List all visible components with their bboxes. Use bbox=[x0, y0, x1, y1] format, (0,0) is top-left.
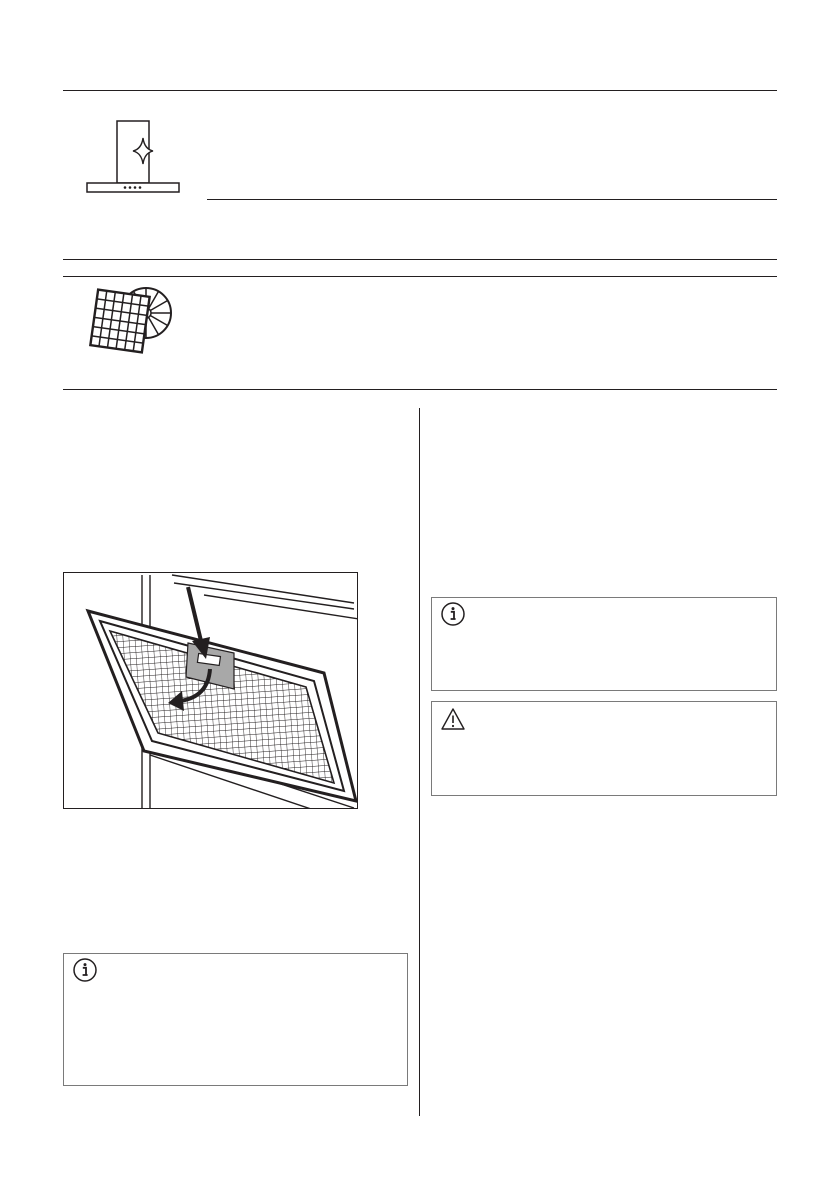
info-note-left bbox=[63, 953, 408, 1086]
section-filter-rule-b bbox=[63, 276, 777, 277]
section-top-inner-rule bbox=[207, 199, 777, 200]
warning-icon bbox=[440, 707, 466, 731]
info-icon bbox=[72, 957, 98, 983]
info-note-right bbox=[431, 597, 777, 691]
warning-note-right bbox=[431, 701, 777, 796]
hood-sparkle-icon bbox=[85, 118, 181, 196]
section-top-rule bbox=[63, 90, 777, 91]
filter-fan-icon bbox=[86, 283, 182, 359]
grease-filter-removal-illustration bbox=[63, 572, 358, 809]
column-divider bbox=[419, 408, 420, 1116]
section-filter-rule-a bbox=[63, 259, 777, 260]
info-icon bbox=[440, 601, 466, 627]
section-filter-bottom-rule bbox=[63, 389, 777, 390]
